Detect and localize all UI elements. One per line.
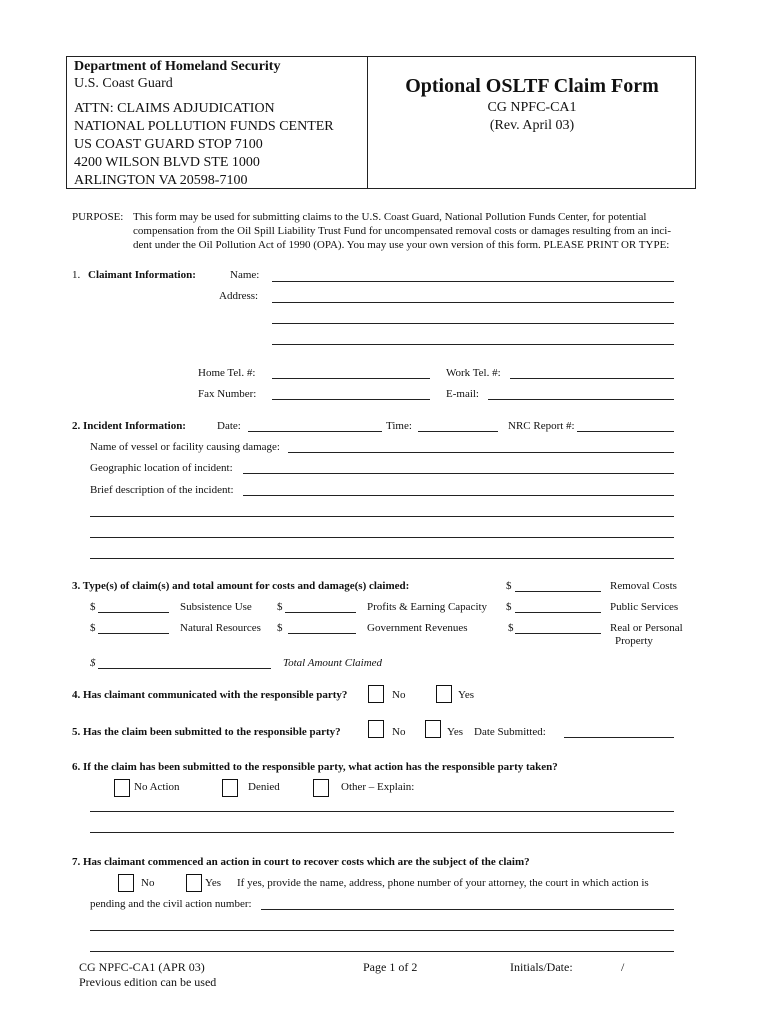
subsistence-dollar: $: [90, 601, 96, 613]
address-line-5: ARLINGTON VA 20598-7100: [74, 173, 248, 188]
section1-title: Claimant Information:: [88, 269, 196, 281]
real-property-field[interactable]: [515, 633, 601, 634]
claimant-address-label: Address:: [219, 290, 259, 302]
nrc-report-field[interactable]: [577, 431, 674, 432]
public-services-dollar: $: [506, 601, 512, 613]
section3-title: 3. Type(s) of claim(s) and total amount for costs and damage(s) claimed:: [72, 580, 410, 592]
incident-time-label: Time:: [386, 420, 412, 432]
natural-resources-label: Natural Resources: [180, 622, 261, 634]
court-yes-checkbox[interactable]: [186, 874, 202, 892]
location-field[interactable]: [243, 473, 674, 474]
section4-question: 4. Has claimant communicated with the responsible party?: [72, 689, 348, 701]
no-action-checkbox[interactable]: [114, 779, 130, 797]
address-line-3: US COAST GUARD STOP 7100: [74, 137, 263, 152]
home-tel-label: Home Tel. #:: [198, 367, 256, 379]
claimant-name-field[interactable]: [272, 281, 674, 282]
court-no-checkbox[interactable]: [118, 874, 134, 892]
description-field-3[interactable]: [90, 537, 674, 538]
description-field-1[interactable]: [243, 495, 674, 496]
work-tel-field[interactable]: [510, 378, 674, 379]
address-line-1: ATTN: CLAIMS ADJUDICATION: [74, 101, 275, 116]
public-services-field[interactable]: [515, 612, 601, 613]
description-label: Brief description of the incident:: [90, 484, 234, 496]
date-submitted-field[interactable]: [564, 737, 674, 738]
court-yes-label: Yes: [205, 877, 222, 889]
home-tel-field[interactable]: [272, 378, 430, 379]
fax-label: Fax Number:: [198, 388, 257, 400]
purpose-text-3: dent under the Oil Pollution Act of 1990 (OPA). You may use your own version of this form. PLEASE PRINT OR TYPE:: [133, 239, 670, 251]
civil-action-field-1[interactable]: [261, 909, 674, 910]
submitted-no-checkbox[interactable]: [368, 720, 384, 738]
civil-action-field-2[interactable]: [90, 930, 674, 931]
removal-dollar: $: [506, 580, 512, 592]
real-property-dollar: $: [508, 622, 514, 634]
form-revision: (Rev. April 03): [489, 118, 575, 133]
property-label: Property: [615, 635, 653, 647]
total-dollar: $: [90, 657, 96, 669]
section2-title: 2. Incident Information:: [72, 420, 186, 432]
section1-number: 1.: [72, 269, 81, 281]
agency-name: U.S. Coast Guard: [74, 76, 173, 91]
other-explain-label: Other – Explain:: [341, 781, 415, 793]
denied-checkbox[interactable]: [222, 779, 238, 797]
natural-resources-field[interactable]: [98, 633, 169, 634]
explain-field-2[interactable]: [90, 832, 674, 833]
civil-action-field-3[interactable]: [90, 951, 674, 952]
incident-date-field[interactable]: [248, 431, 382, 432]
subsistence-label: Subsistence Use: [180, 601, 252, 613]
subsistence-field[interactable]: [98, 612, 169, 613]
incident-time-field[interactable]: [418, 431, 498, 432]
profits-field[interactable]: [285, 612, 356, 613]
profits-dollar: $: [277, 601, 283, 613]
footer-form-id: CG NPFC-CA1 (APR 03): [79, 960, 205, 974]
natural-dollar: $: [90, 622, 96, 634]
submitted-yes-checkbox[interactable]: [425, 720, 441, 738]
purpose-text-2: compensation from the Oil Spill Liability Trust Fund for uncompensated removal costs or damages resulting from an inci-: [133, 225, 671, 237]
section7-question: 7. Has claimant commenced an action in court to recover costs which are the subject of the claim?: [72, 856, 530, 868]
description-field-2[interactable]: [90, 516, 674, 517]
submitted-yes-label: Yes: [447, 726, 464, 738]
footer-page-number: Page 1 of 2: [363, 960, 418, 974]
address-line-4: 4200 WILSON BLVD STE 1000: [74, 155, 260, 170]
section5-question: 5. Has the claim been submitted to the responsible party?: [72, 726, 341, 738]
address-line-2: NATIONAL POLLUTION FUNDS CENTER: [74, 119, 334, 134]
purpose-label: PURPOSE:: [72, 211, 124, 223]
total-amount-field[interactable]: [98, 668, 271, 669]
vessel-label: Name of vessel or facility causing damage:: [90, 441, 280, 453]
explain-field-1[interactable]: [90, 811, 674, 812]
communicated-yes-checkbox[interactable]: [436, 685, 452, 703]
no-action-label: No Action: [134, 781, 180, 793]
communicated-yes-label: Yes: [458, 689, 475, 701]
location-label: Geographic location of incident:: [90, 462, 233, 474]
nrc-report-label: NRC Report #:: [508, 420, 575, 432]
purpose-text-1: This form may be used for submitting claims to the U.S. Coast Guard, National Pollution Funds Center, for potential: [133, 211, 647, 223]
claimant-address-field-2[interactable]: [272, 323, 674, 324]
claimant-address-field-1[interactable]: [272, 302, 674, 303]
if-yes-instructions: If yes, provide the name, address, phone number of your attorney, the court in which action is: [237, 877, 649, 889]
department-name: Department of Homeland Security: [74, 59, 281, 74]
government-revenues-label: Government Revenues: [367, 622, 468, 634]
government-dollar: $: [277, 622, 283, 634]
government-revenues-field[interactable]: [288, 633, 356, 634]
claimant-address-field-3[interactable]: [272, 344, 674, 345]
other-checkbox[interactable]: [313, 779, 329, 797]
removal-costs-label: Removal Costs: [610, 580, 677, 592]
submitted-no-label: No: [392, 726, 406, 738]
work-tel-label: Work Tel. #:: [446, 367, 501, 379]
total-amount-label: Total Amount Claimed: [283, 657, 383, 669]
denied-label: Denied: [248, 781, 280, 793]
removal-costs-field[interactable]: [515, 591, 601, 592]
fax-field[interactable]: [272, 399, 430, 400]
profits-label: Profits & Earning Capacity: [367, 601, 488, 613]
public-services-label: Public Services: [610, 601, 679, 613]
communicated-no-label: No: [392, 689, 406, 701]
claimant-name-label: Name:: [230, 269, 260, 281]
court-no-label: No: [141, 877, 155, 889]
pending-label: pending and the civil action number:: [90, 898, 252, 910]
form-title: Optional OSLTF Claim Form: [405, 75, 659, 97]
section6-question: 6. If the claim has been submitted to the responsible party, what action has the responsible party taken?: [72, 761, 558, 773]
footer-initials-slash: /: [621, 960, 625, 974]
real-property-label: Real or Personal: [610, 622, 683, 634]
communicated-no-checkbox[interactable]: [368, 685, 384, 703]
description-field-4[interactable]: [90, 558, 674, 559]
footer-initials-label: Initials/Date:: [510, 960, 573, 974]
form-number: CG NPFC-CA1: [487, 100, 577, 115]
email-label: E-mail:: [446, 388, 479, 400]
vessel-field[interactable]: [288, 452, 674, 453]
date-submitted-label: Date Submitted:: [474, 726, 546, 738]
footer-previous-edition: Previous edition can be used: [79, 975, 217, 989]
incident-date-label: Date:: [217, 420, 241, 432]
email-field[interactable]: [488, 399, 674, 400]
